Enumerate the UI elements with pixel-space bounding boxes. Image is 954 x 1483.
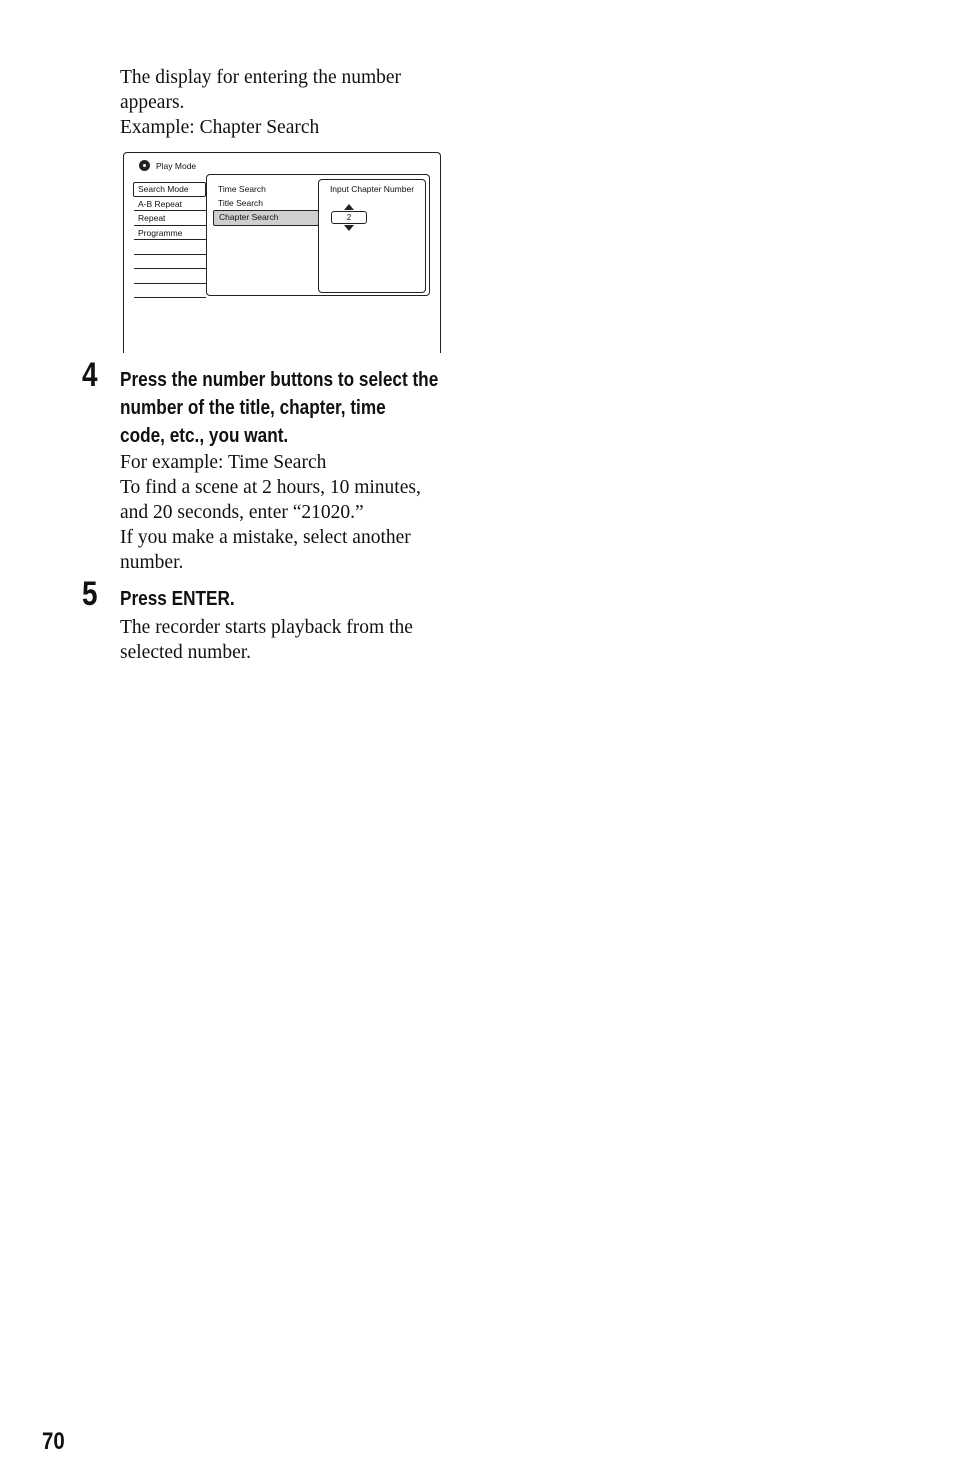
screen-title-row (139, 160, 196, 171)
step-5-heading (120, 585, 481, 613)
left-menu (134, 182, 206, 299)
left-menu-item-programme[interactable]: Programme (134, 227, 206, 241)
left-menu-item-ab-repeat[interactable]: A-B Repeat (134, 198, 206, 212)
submenu-item-title-search[interactable]: Title Search (218, 197, 264, 208)
left-menu-item-repeat[interactable]: Repeat (134, 212, 206, 226)
step-4-heading (120, 366, 481, 450)
step-4-heading-line: Press the number buttons to select the (120, 369, 439, 391)
intro-line: Example: Chapter Search (120, 117, 320, 138)
intro-text (120, 65, 480, 140)
step-4-body-line: number. (120, 552, 184, 573)
step-5-heading-line: Press ENTER. (120, 588, 235, 610)
step-5-body-line: The recorder starts playback from the (120, 617, 413, 638)
left-menu-empty-row (134, 241, 206, 255)
submenu-item-chapter-search[interactable]: Chapter Search (213, 210, 319, 226)
input-chapter-panel (318, 179, 426, 293)
step-4-body-line: To find a scene at 2 hours, 10 minutes, (120, 477, 421, 498)
submenu-item-time-search[interactable]: Time Search (218, 184, 266, 194)
intro-line: appears. (120, 92, 185, 113)
page-number: 70 (42, 1428, 65, 1455)
step-4-body-line: For example: Time Search (120, 452, 327, 473)
arrow-up-icon[interactable] (344, 204, 354, 210)
chapter-number-value[interactable]: 2 (331, 211, 367, 224)
step-5-body-line: selected number. (120, 642, 252, 663)
screen-title: Play Mode (156, 160, 197, 171)
step-4-heading-line: code, etc., you want. (120, 425, 289, 447)
disc-icon (139, 160, 150, 171)
step-4-body (120, 450, 480, 575)
search-submenu-panel (206, 174, 430, 296)
left-menu-empty-row (134, 270, 206, 284)
play-mode-screen-illustration (123, 152, 443, 347)
intro-line: The display for entering the number (120, 67, 402, 88)
step-4-number: 4 (82, 356, 98, 394)
step-4-body-line: If you make a mistake, select another (120, 527, 411, 548)
step-5-body (120, 615, 480, 665)
chapter-number-stepper[interactable] (331, 204, 367, 232)
left-menu-item-search-mode[interactable]: Search Mode (133, 182, 206, 197)
left-menu-empty-row (134, 256, 206, 270)
step-5-number: 5 (82, 575, 98, 613)
arrow-down-icon[interactable] (344, 225, 354, 231)
search-submenu-list (213, 183, 319, 226)
input-panel-title: Input Chapter Number (329, 184, 415, 194)
step-4-body-line: and 20 seconds, enter “21020.” (120, 502, 364, 523)
step-4-heading-line: number of the title, chapter, time (120, 397, 386, 419)
left-menu-empty-row (134, 285, 206, 299)
